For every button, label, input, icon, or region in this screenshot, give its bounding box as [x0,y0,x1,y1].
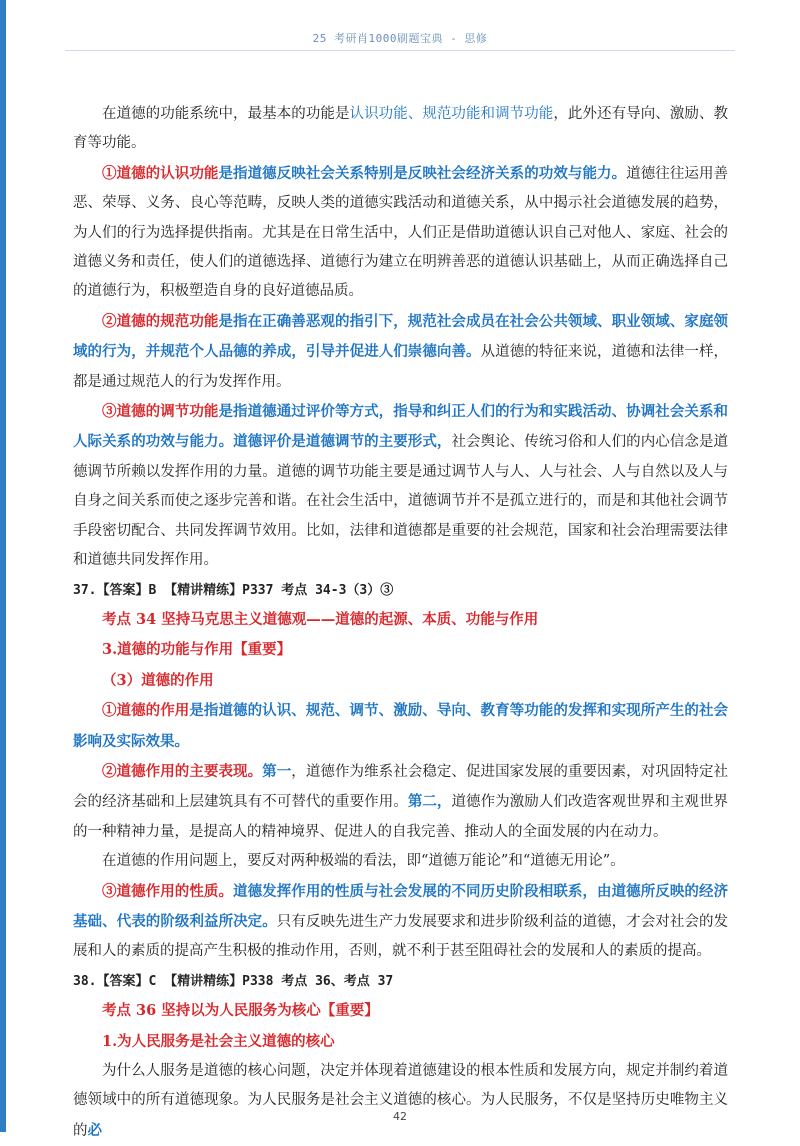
definition-role-of-morality: 是指道德的认识、规范、调节、激励、导向、教育等功能的发挥和实现所产生的社会影响及实际效果。 [73,702,728,750]
kp36-subheading: 1.为人民服务是社会主义道德的核心 [102,1032,335,1050]
term-nature-of-role: ③道德作用的性质。 [102,882,234,900]
paragraph-main-manifestations: ②道德作用的主要表现。第一，道德作为维系社会稳定、促进国家发展的重要因素，对巩固特定社会的经济基础和上层建筑具有不可替代的重要作用。第二，道德作为激励人们改造客观世界和主观世界的一种精神力量，是提高人的精神境界、促进人的自我完善、推动人的全面发展的内在动力。 [73,762,729,840]
header-divider [65,50,735,51]
paragraph-function-system: 在道德的功能系统中，最基本的功能是认识功能、规范功能和调节功能，此外还有导向、激励、教育等功能。 [73,106,729,152]
paragraph-two-extremes: 在道德的作用问题上，要反对两种极端的看法，即“道德万能论”和“道德无用论”。 [102,853,625,870]
paragraph-nature-of-role: ③道德作用的性质。道德发挥作用的性质与社会发展的不同历史阶段相联系，由道德所反映的经济基础、代表的阶级利益所决定。只有反映先进生产力发展要求和进步阶级利益的道德，才会对社会的发展和人的素质的提高产生积极的推动作用，否则，就不利于甚至阻碍社会的发展和人的素质的提高。 [73,882,729,960]
page-body [73,100,728,1146]
running-header: 25 考研肖1000刷题宝典 - 思修 [312,32,488,45]
answer-38: 38.【答案】C 【精讲精练】P338 考点 36、考点 37 [73,973,394,989]
kp34-subheading: 3.道德的功能与作用【重要】 [102,641,292,659]
paragraph-cognitive-function: ①道德的认识功能是指道德反映社会关系特别是反映社会经济关系的功效与能力。道德往往运用善恶、荣辱、义务、良心等范畴，反映人类的道德实践活动和道德关系，从中揭示社会道德发展的趋势，为人们的行为选择提供指南。尤其是在日常生活中，人们正是借助道德认识自己对他人、家庭、社会的道德义务和责任，使人们的道德选择、道德行为建立在明辨善恶的道德认识基础上，从而正确选择自己的道德行为，积极塑造自身的良好道德品质。 [73,164,729,300]
highlight-three-functions: 认识功能、规范功能和调节功能 [349,106,554,122]
answer-37: 37.【答案】B 【精讲精练】P337 考点 34-3（3）③ [73,582,394,598]
term-normative-function: ②道德的规范功能 [102,312,219,330]
page-number: 42 [393,1110,407,1123]
paragraph-regulatory-function: ③道德的调节功能是指道德通过评价等方式，指导和纠正人们的行为和实践活动、协调社会关系和人际关系的功效与能力。道德评价是道德调节的主要形式，社会舆论、传统习俗和人们的内心信念是道德调节所赖以发挥作用的力量。道德的调节功能主要是通过调节人与人、人与社会、人与自然以及人与自身之间关系而使之逐步完善和谐。在社会生活中，道德调节并不是孤立进行的，而是和其他社会调节手段密切配合、共同发挥调节效用。比如，法律和道德都是重要的社会规范，国家和社会治理需要法律和道德共同发挥作用。 [73,403,729,569]
paragraph-role-of-morality [73,696,728,757]
term-main-manifestations: ②道德作用的主要表现。 [102,762,263,780]
paragraph-serve-the-people: 为什么人服务是道德的核心问题，决定并体现着道德建设的根本性质和发展方向，规定并制约着道德领域中的所有道德现象。为人民服务是社会主义道德的核心。为人民服务，不仅是坚持历史唯物主义的必 [73,1063,728,1139]
kp36-title: 考点 36 坚持以为人民服务为核心【重要】 [102,1002,379,1020]
paragraph-normative-function: ②道德的规范功能是指在正确善恶观的指引下，规范社会成员在社会公共领域、职业领域、家庭领域的行为，并规范个人品德的养成，引导并促进人们崇德向善。从道德的特征来说，道德和法律一样，都是通过规范人的行为发挥作用。 [73,312,729,390]
term-regulatory-function: ③道德的调节功能 [102,403,219,421]
kp34-subsubheading: （3）道德的作用 [102,671,214,689]
definition-regulatory-function: 是指道德通过评价等方式，指导和纠正人们的行为和实践活动、协调社会关系和人际关系的功效与能力。道德评价是道德调节的主要形式， [73,403,729,451]
definition-cognitive-function: 是指道德反映社会关系特别是反映社会经济关系的功效与能力。 [218,164,627,182]
definition-nature-of-role: 道德发挥作用的性质与社会发展的不同历史阶段相联系，由道德所反映的经济基础、代表的阶级利益所决定。 [73,882,729,930]
term-cognitive-function: ①道德的认识功能 [102,164,219,182]
kp34-title: 考点 34 坚持马克思主义道德观——道德的起源、本质、功能与作用 [102,610,539,628]
left-accent-bar [0,0,6,1132]
definition-normative-function: 是指在正确善恶观的指引下，规范社会成员在社会公共领域、职业领域、家庭领域的行为，并规范个人品德的养成，引导并促进人们崇德向善。 [73,312,729,361]
term-role-of-morality: ①道德的作用 [102,702,190,720]
